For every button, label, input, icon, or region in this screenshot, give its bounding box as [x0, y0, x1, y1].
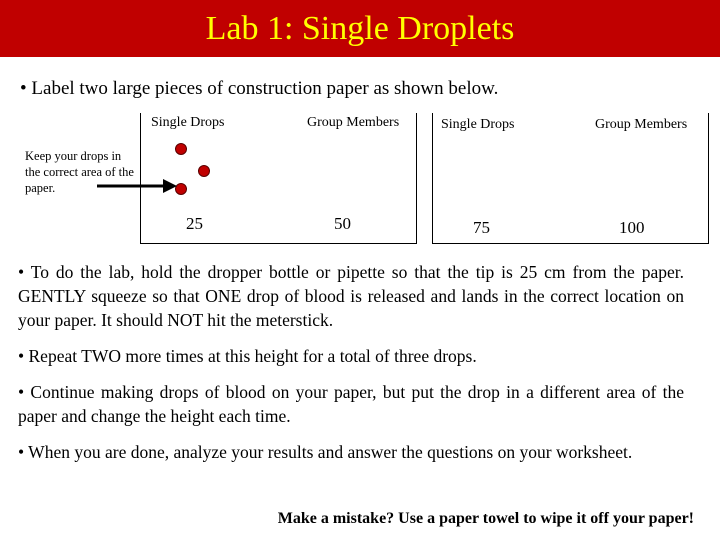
paper-header-single-drops: Single Drops	[441, 117, 515, 132]
page-title: Lab 1: Single Droplets	[205, 9, 515, 47]
title-bar	[0, 0, 720, 57]
instruction-paragraph: • To do the lab, hold the dropper bottle or pipette so that the tip is 25 cm from the paper. GENTLY squeeze so that ONE drop of blood is released and lands in the correct location on your paper. It should NOT hit the meterstick.	[18, 262, 684, 330]
footer-note: Make a mistake? Use a paper towel to wipe it off your paper!	[277, 510, 694, 527]
blood-drop	[198, 165, 210, 177]
paper-diagram-right	[432, 113, 709, 244]
paper-header-group-members: Group Members	[595, 117, 688, 132]
instruction-paragraph: • Continue making drops of blood on your paper, but put the drop in a different area of the paper and change the height each time.	[18, 382, 684, 426]
intro-bullet: • Label two large pieces of construction paper as shown below.	[20, 78, 499, 99]
height-label: 25	[186, 214, 203, 233]
blood-drop	[175, 143, 187, 155]
instruction-paragraph: • Repeat TWO more times at this height for a total of three drops.	[18, 346, 477, 366]
arrow-icon	[95, 176, 179, 196]
paper-header-single-drops: Single Drops	[151, 115, 225, 130]
paper-diagram-left	[140, 113, 417, 244]
paper-header-group-members: Group Members	[307, 115, 400, 130]
instruction-paragraph: • When you are done, analyze your results and answer the questions on your worksheet.	[18, 442, 633, 462]
height-label: 75	[473, 218, 490, 237]
side-note: Keep your drops in the correct area of the paper.	[25, 149, 134, 195]
height-label: 100	[619, 218, 645, 237]
height-label: 50	[334, 214, 351, 233]
